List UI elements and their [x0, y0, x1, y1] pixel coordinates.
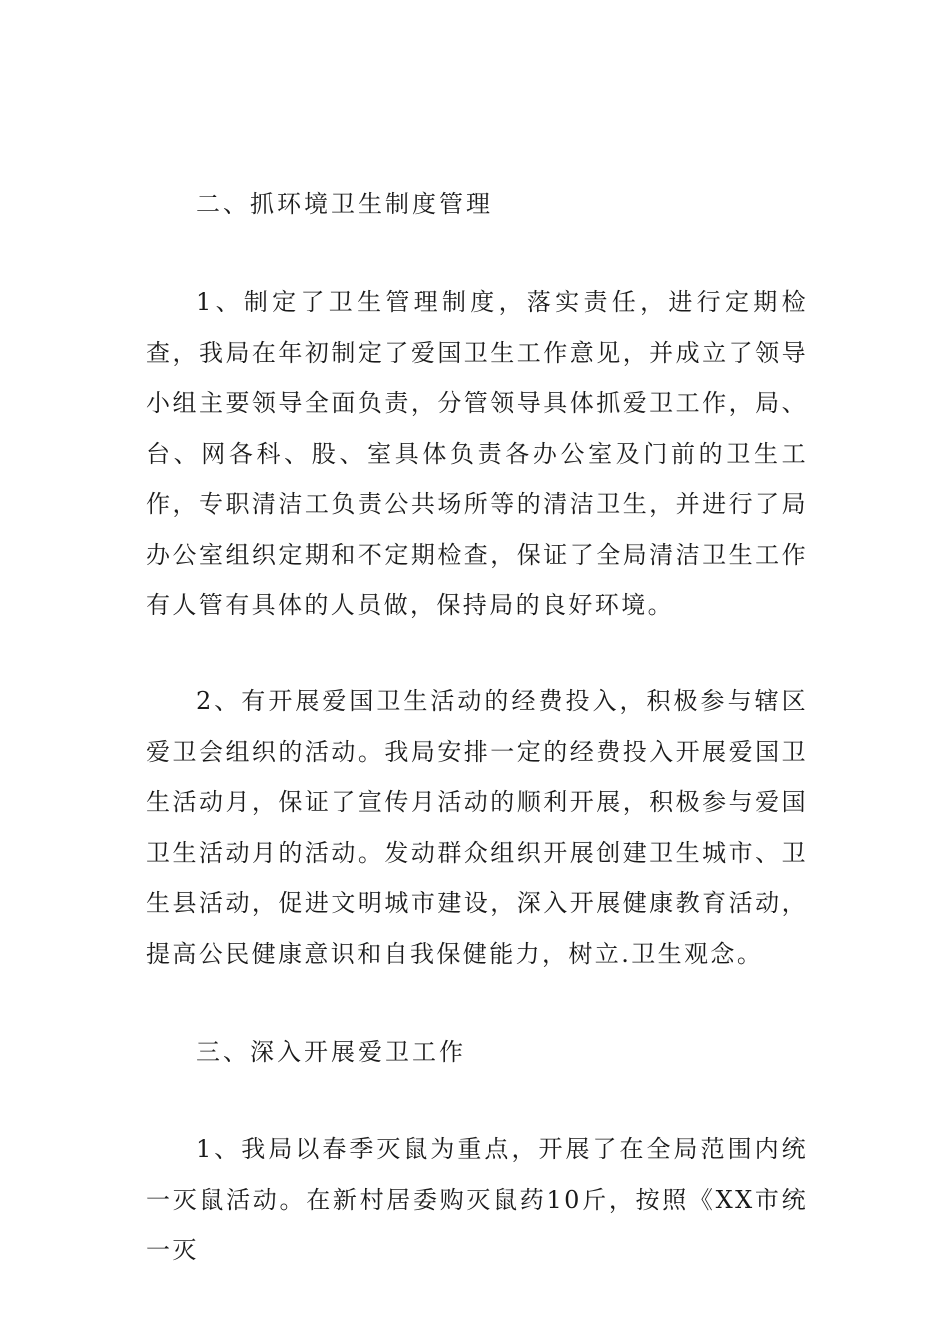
section-heading-3: 三、深入开展爱卫工作 — [196, 1038, 466, 1066]
paragraph-2-2: 2、有开展爱国卫生活动的经费投入，积极参与辖区爱卫会组织的活动。我局安排一定的经费投入开展爱国卫生活动月，保证了宣传月活动的顺利开展，积极参与爱国卫生活动月的活动。发动群众组织开展创建卫生城市、卫生县活动，促进文明城市建设，深入开展健康教育活动，提高公民健康意识和自我保健能力，树立.卫生观念。 — [146, 687, 808, 968]
paragraph-3-1: 1、我局以春季灭鼠为重点，开展了在全局范围内统一灭鼠活动。在新村居委购灭鼠药10斤，按照《XX市统一灭 — [146, 1135, 808, 1264]
section-heading-2: 二、抓环境卫生制度管理 — [196, 190, 493, 218]
paragraph-2-1: 1、制定了卫生管理制度，落实责任，进行定期检查，我局在年初制定了爱国卫生工作意见，并成立了领导小组主要领导全面负责，分管领导具体抓爱卫工作，局、台、网各科、股、室具体负责各办公室及门前的卫生工作，专职清洁工负责公共场所等的清洁卫生，并进行了局办公室组织定期和不定期检查，保证了全局清洁卫生工作有人管有具体的人员做，保持局的良好环境。 — [146, 288, 808, 619]
